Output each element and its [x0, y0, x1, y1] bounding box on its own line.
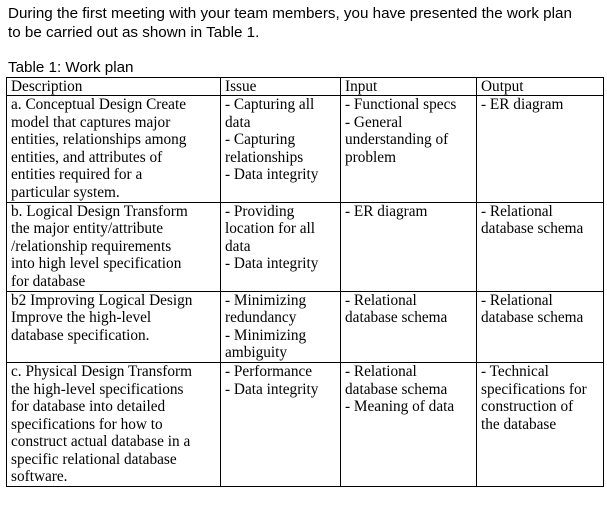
- cell-description: [7, 362, 221, 486]
- description-line: specific relational database: [11, 450, 177, 468]
- issue-line: - Data integrity: [225, 380, 319, 398]
- output-line: the database: [481, 415, 557, 433]
- work-plan-table: [6, 77, 604, 487]
- header-input: Input: [341, 78, 477, 96]
- input-line: database schema: [345, 380, 448, 398]
- issue-line: - Capturing: [225, 131, 296, 149]
- description-line: entities required for a: [11, 166, 143, 184]
- issue-line: - Minimizing: [225, 291, 307, 309]
- output-line: specifications for: [481, 380, 587, 398]
- intro-paragraph: [8, 4, 604, 42]
- issue-line: location for all: [225, 220, 316, 238]
- header-output: Output: [477, 78, 604, 96]
- description-line: for database into detailed: [11, 398, 166, 416]
- table-row: [7, 362, 604, 486]
- cell-description: [7, 291, 221, 362]
- input-line: - Meaning of data: [345, 398, 455, 416]
- input-line: database schema: [345, 309, 448, 327]
- table-row: [7, 291, 604, 362]
- description-line: Improve the high-level: [11, 309, 152, 327]
- issue-line: data: [225, 113, 251, 131]
- description-line: model that captures major: [11, 113, 171, 131]
- issue-line: - Performance: [225, 362, 313, 380]
- output-line: - Relational: [481, 291, 553, 309]
- output-line: - Relational: [481, 202, 553, 220]
- table-caption: Table 1: Work plan: [8, 59, 134, 76]
- intro-line: During the first meeting with your team members, you have presented the work plan: [8, 5, 572, 22]
- input-line: - ER diagram: [345, 202, 428, 220]
- description-line: a. Conceptual Design Create: [11, 96, 187, 113]
- issue-line: data: [225, 237, 251, 255]
- cell-description: [7, 202, 221, 291]
- issue-line: - Minimizing: [225, 326, 307, 344]
- output-line: database schema: [481, 309, 584, 327]
- description-line: specifications for how to: [11, 415, 163, 433]
- issue-line: - Capturing all: [225, 96, 315, 113]
- input-line: - Functional specs: [345, 96, 457, 113]
- cell-input: [341, 96, 477, 203]
- cell-issue: [221, 202, 341, 291]
- cell-output: [477, 96, 604, 203]
- issue-line: relationships: [225, 148, 304, 166]
- description-line: database specification.: [11, 326, 150, 344]
- output-line: - ER diagram: [481, 96, 564, 113]
- input-line: - Relational: [345, 291, 417, 309]
- cell-output: [477, 291, 604, 362]
- description-line: c. Physical Design Transform: [11, 362, 193, 380]
- input-line: - General: [345, 113, 403, 131]
- cell-issue: [221, 291, 341, 362]
- description-line: for database: [11, 272, 86, 290]
- description-line: /relationship requirements: [11, 237, 172, 255]
- input-line: understanding of: [345, 131, 449, 149]
- cell-input: [341, 202, 477, 291]
- input-line: - Relational: [345, 362, 417, 380]
- header-description: Description: [7, 78, 221, 96]
- table-body: [7, 96, 604, 487]
- cell-input: [341, 362, 477, 486]
- table-row: [7, 96, 604, 203]
- description-line: particular system.: [11, 183, 120, 201]
- description-line: construct actual database in a: [11, 433, 191, 451]
- description-line: the high-level specifications: [11, 380, 184, 398]
- description-line: b2 Improving Logical Design: [11, 291, 193, 309]
- description-line: the major entity/attribute: [11, 220, 164, 238]
- description-line: software.: [11, 468, 68, 486]
- cell-issue: [221, 362, 341, 486]
- table-row: [7, 202, 604, 291]
- description-line: entities, and attributes of: [11, 148, 163, 166]
- output-line: database schema: [481, 220, 584, 238]
- header-issue: Issue: [221, 78, 341, 96]
- description-line: into high level specification: [11, 255, 182, 273]
- cell-output: [477, 362, 604, 486]
- issue-line: - Data integrity: [225, 166, 319, 184]
- issue-line: - Data integrity: [225, 255, 319, 273]
- description-line: b. Logical Design Transform: [11, 202, 188, 220]
- table-header-row: [7, 78, 604, 96]
- cell-input: [341, 291, 477, 362]
- output-line: construction of: [481, 398, 574, 416]
- issue-line: - Providing: [225, 202, 295, 220]
- cell-issue: [221, 96, 341, 203]
- input-line: problem: [345, 148, 396, 166]
- description-line: entities, relationships among: [11, 131, 187, 149]
- output-line: - Technical: [481, 362, 549, 380]
- cell-output: [477, 202, 604, 291]
- issue-line: redundancy: [225, 309, 297, 327]
- intro-line: to be carried out as shown in Table 1.: [8, 24, 260, 41]
- cell-description: [7, 96, 221, 203]
- issue-line: ambiguity: [225, 344, 288, 362]
